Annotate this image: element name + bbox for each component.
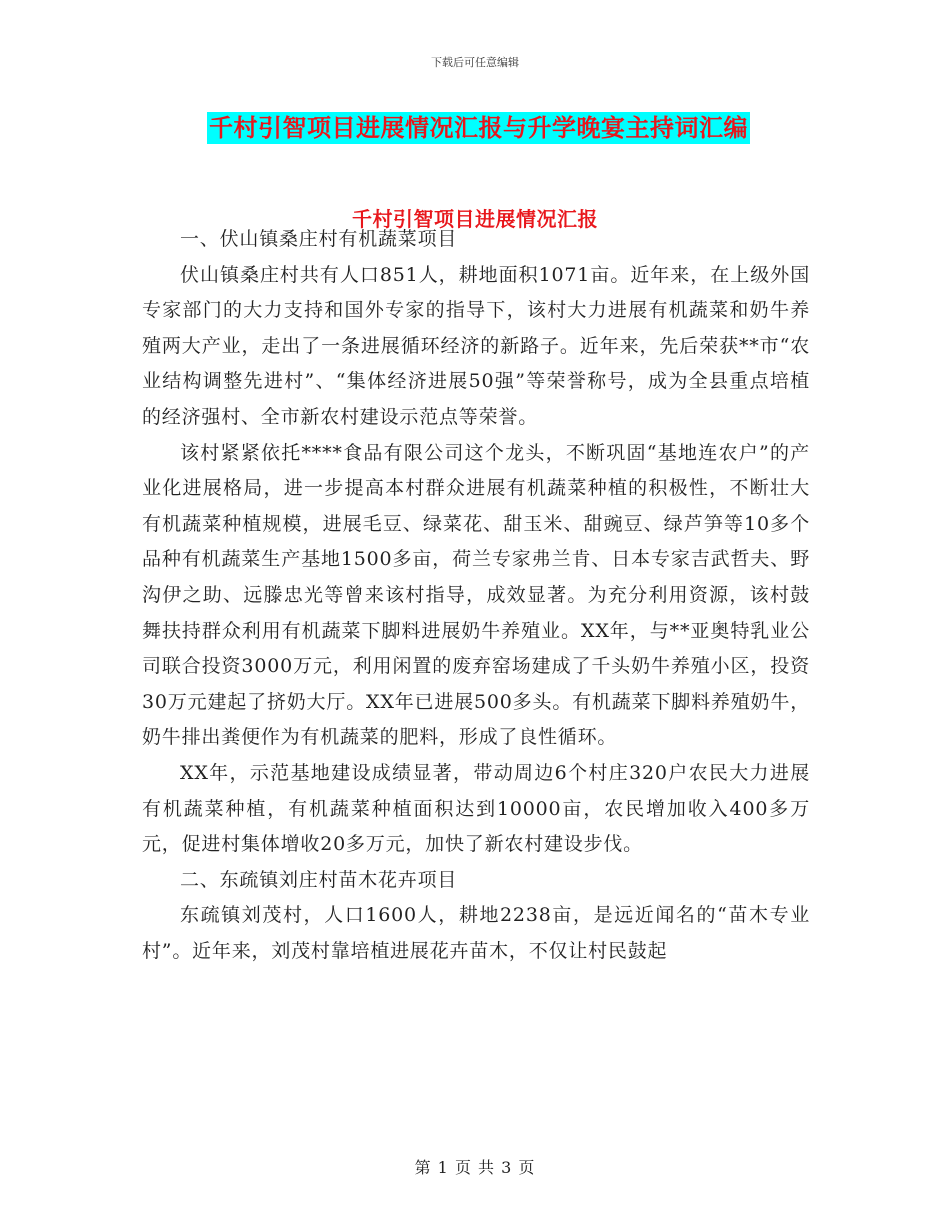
section-title: 千村引智项目进展情况汇报 [352,207,598,231]
document-body [142,222,810,969]
header-note: 下载后可任意编辑 [431,56,519,69]
heading-1: 一、伏山镇桑庄村有机蔬菜项目 [180,228,458,250]
main-title: 千村引智项目进展情况汇报与升学晚宴主持词汇编 [209,113,748,142]
paragraph: 伏山镇桑庄村共有人口851人，耕地面积1071亩。近年来，在上级外国专家部门的大力支持和国外专家的指导下，该村大力进展有机蔬菜和奶牛养殖两大产业，走出了一条进展循环经济的新路子。近年来，先后荣获**市“农业结构调整先进村”、“集体经济进展50强”等荣誉称号，成为全县重点培植的经济强村、全市新农村建设示范点等荣誉。 [142,263,810,428]
paragraph: XX年，示范基地建设成绩显著，带动周边6个村庄320户农民大力进展有机蔬菜种植，有机蔬菜种植面积达到10000亩，农民增加收入400多万元，促进村集体增收20多万元，加快了新农村建设步伐。 [142,761,810,856]
paragraph: 东疏镇刘茂村，人口1600人，耕地2238亩，是远近闻名的“苗木专业村”。近年来，刘茂村靠培植进展花卉苗木，不仅让村民鼓起 [142,904,810,962]
paragraph: 该村紧紧依托****食品有限公司这个龙头，不断巩固“基地连农户”的产业化进展格局，进一步提高本村群众进展有机蔬菜种植的积极性，不断壮大有机蔬菜种植规模，进展毛豆、绿菜花、甜玉米、甜豌豆、绿芦笋等10多个品种有机蔬菜生产基地1500多亩，荷兰专家弗兰肯、日本专家吉武哲夫、野沟伊之助、远滕忠光等曾来该村指导，成效显著。为充分利用资源，该村鼓舞扶持群众利用有机蔬菜下脚料进展奶牛养殖业。XX年，与**亚奥特乳业公司联合投资3000万元，利用闲置的废弃窑场建成了千头奶牛养殖小区，投资30万元建起了挤奶大厅。XX年已进展500多头。有机蔬菜下脚料养殖奶牛，奶牛排出粪便作为有机蔬菜的肥料，形成了良性循环。 [142,441,810,749]
heading-2: 二、东疏镇刘庄村苗木花卉项目 [180,868,458,891]
page-number: 第 1 页 共 3 页 [414,1158,536,1177]
